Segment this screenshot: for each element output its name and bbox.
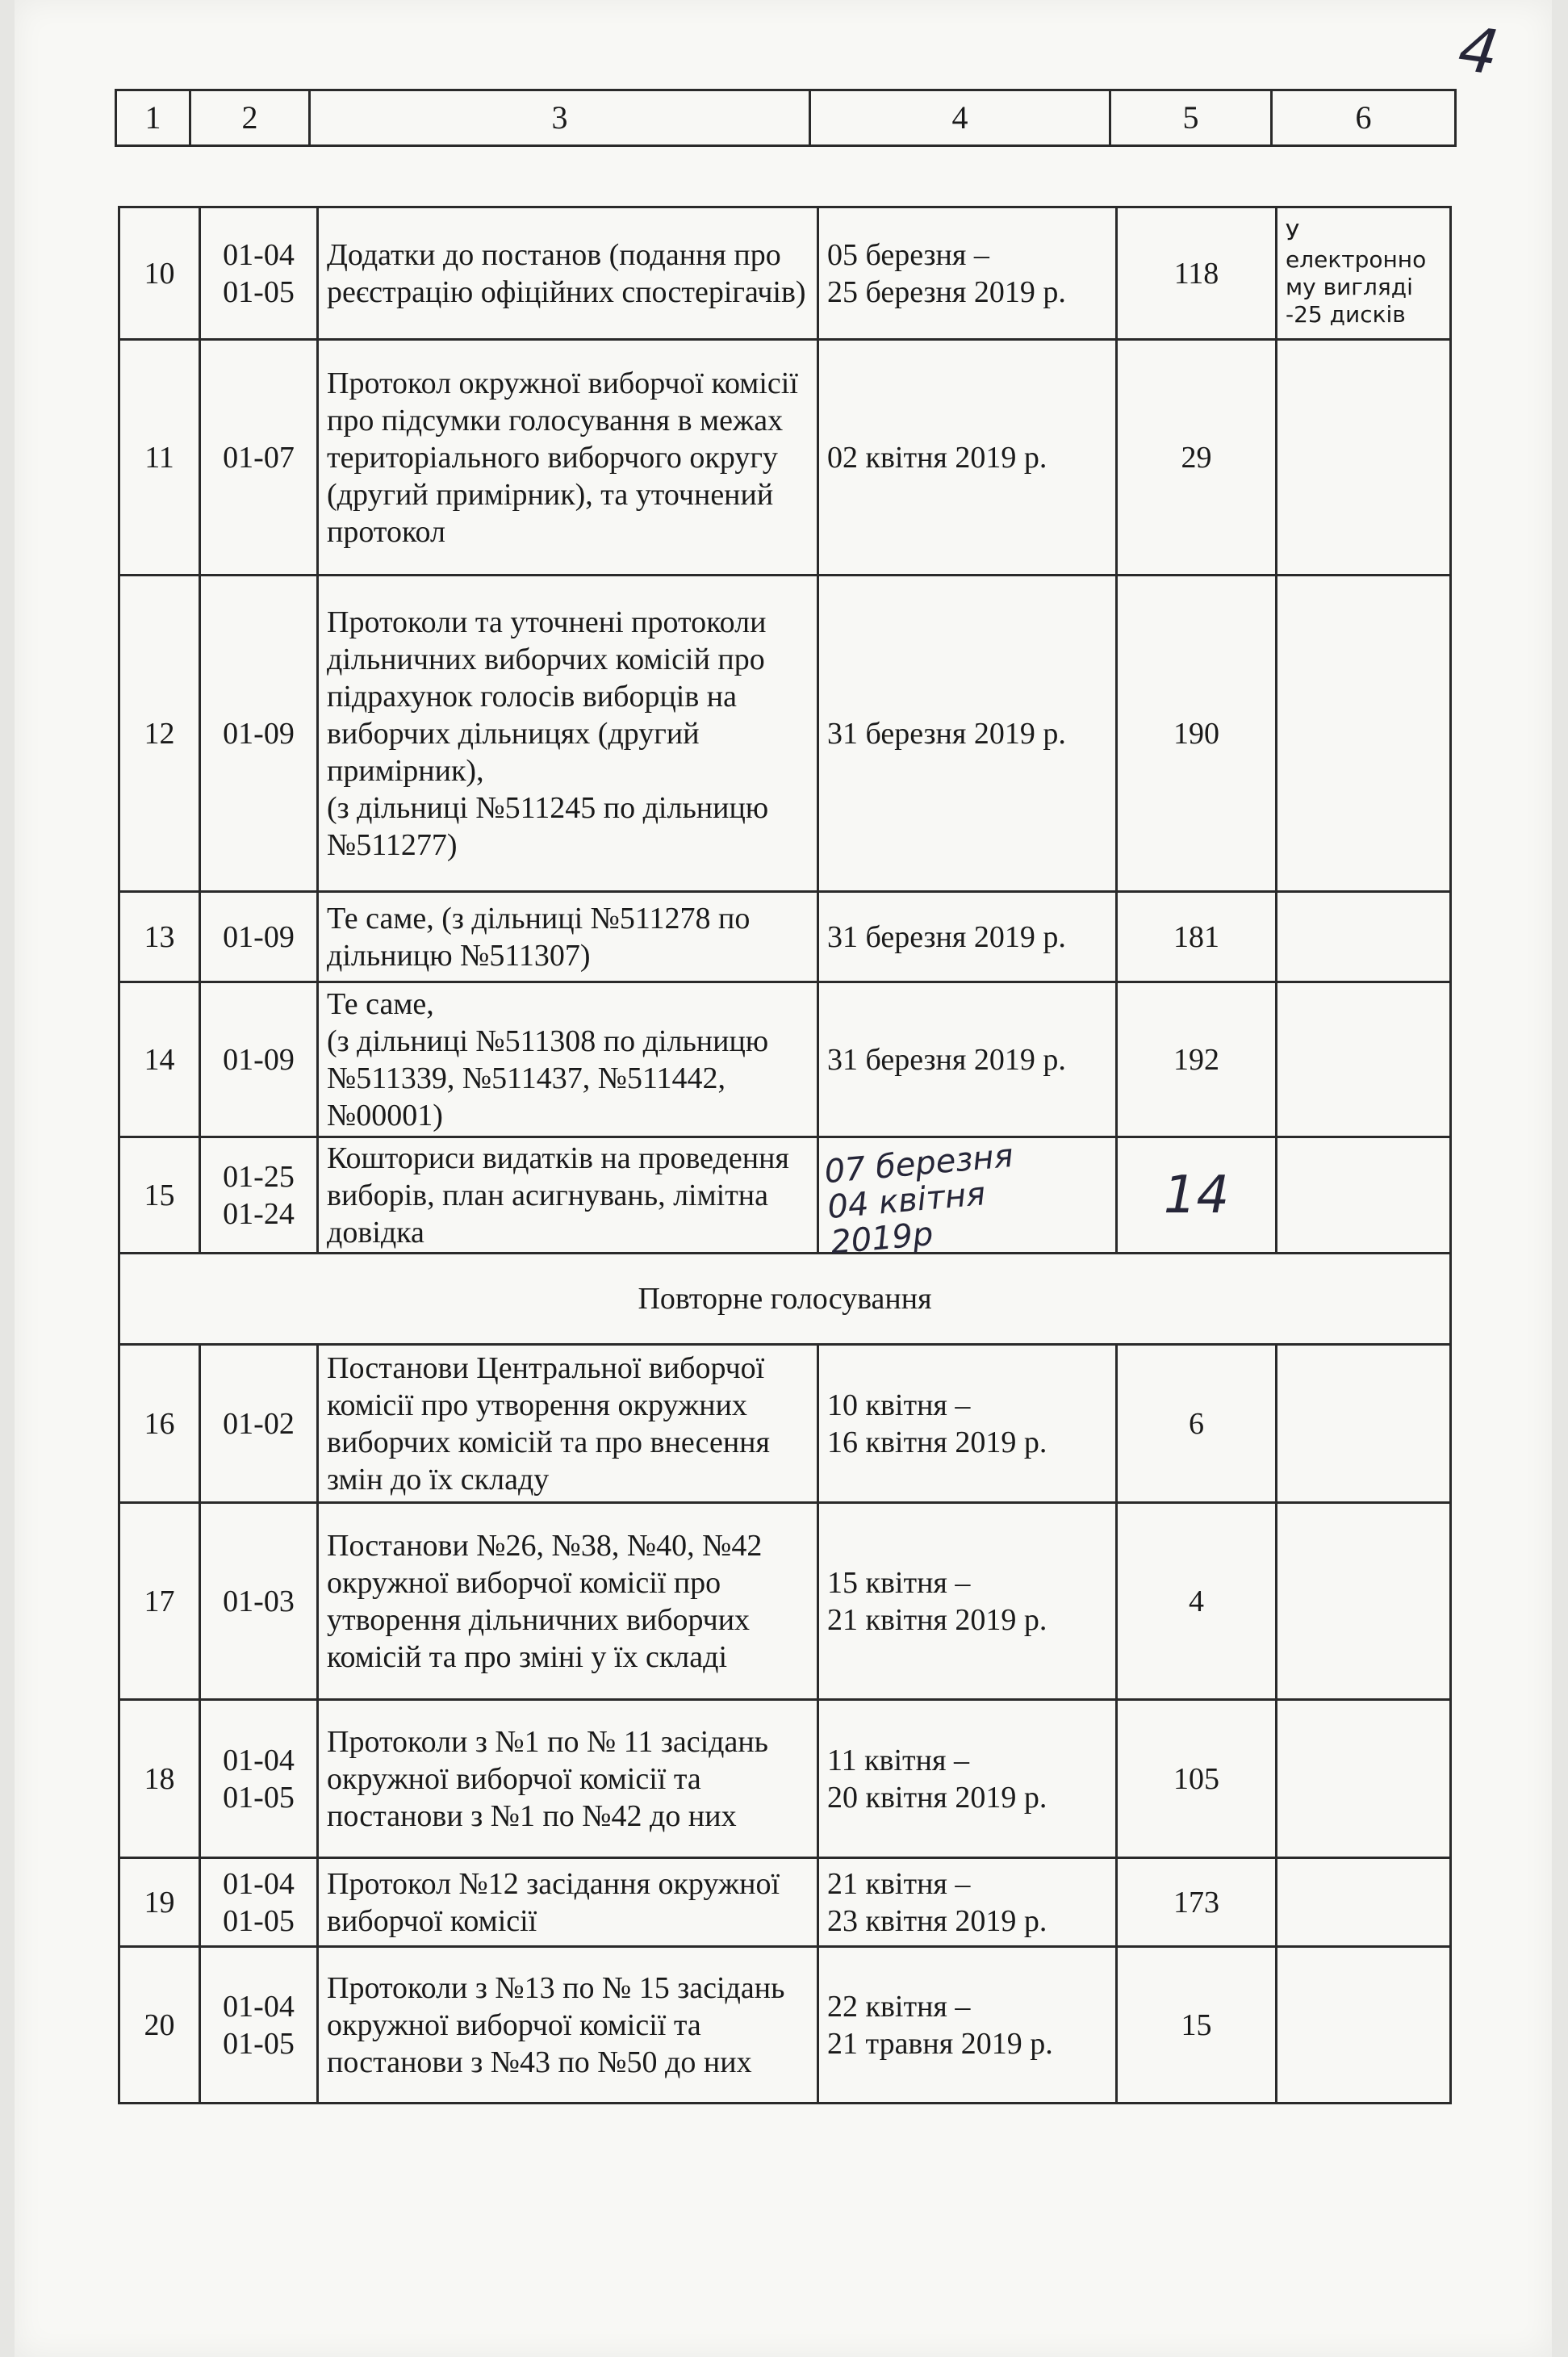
index-text: 01-04 01-05: [223, 1989, 295, 2061]
row-count: 15: [1117, 1947, 1277, 2104]
row-dates: [818, 207, 1117, 340]
row-title: [318, 576, 818, 892]
row-title: Кошториси видатків на проведення виборів, план асигнувань, лімітна довідка: [318, 1137, 818, 1254]
table-row: [119, 1947, 1451, 2104]
table-row: [119, 1345, 1451, 1503]
row-index: 01-03: [200, 1503, 318, 1700]
row-count: 190: [1117, 576, 1277, 892]
row-dates: [818, 1503, 1117, 1700]
row-count: [1117, 1137, 1277, 1254]
row-title: Постанови №26, №38, №40, №42 окружної виборчої комісії про утворення дільничних виборчих комісій та про зміні у їх складі: [318, 1503, 818, 1700]
row-number: 12: [119, 576, 200, 892]
table-row: [119, 340, 1451, 576]
row-note: [1277, 982, 1451, 1137]
row-note: [1277, 1858, 1451, 1947]
row-index: 01-09: [200, 576, 318, 892]
dates-text: 15 квітня – 21 квітня 2019 р.: [827, 1565, 1047, 1637]
table-row: [119, 1700, 1451, 1858]
row-dates: 31 березня 2019 р.: [818, 982, 1117, 1137]
column-number-header: [115, 89, 1457, 147]
column-number: 2: [190, 90, 310, 146]
row-count: 192: [1117, 982, 1277, 1137]
row-number: 15: [119, 1137, 200, 1254]
row-note: [1277, 1503, 1451, 1700]
row-dates: [818, 1137, 1117, 1262]
records-table: [118, 206, 1452, 2104]
row-index: [200, 1858, 318, 1947]
row-note: [1277, 1345, 1451, 1503]
dates-text: 22 квітня – 21 травня 2019 р.: [827, 1989, 1053, 2061]
row-count: 173: [1117, 1858, 1277, 1947]
row-number: 14: [119, 982, 200, 1137]
row-note: [1277, 1700, 1451, 1858]
row-index: 01-09: [200, 982, 318, 1137]
table-row: [119, 892, 1451, 982]
row-index: [200, 1947, 318, 2104]
dates-text: 10 квітня – 16 квітня 2019 р.: [827, 1388, 1047, 1459]
table-row: [119, 982, 1451, 1137]
row-dates: [818, 1345, 1117, 1503]
row-index: 01-02: [200, 1345, 318, 1503]
row-dates: [818, 1947, 1117, 2104]
column-number-row: [116, 90, 1456, 146]
column-number: 5: [1110, 90, 1272, 146]
handwritten-count: 14: [1163, 1165, 1230, 1225]
column-number: 6: [1272, 90, 1456, 146]
row-index: [200, 207, 318, 340]
row-title: Постанови Центральної виборчої комісії про утворення окружних виборчих комісій та про внесення змін до їх складу: [318, 1345, 818, 1503]
title-text: Те саме, (з дільниці №511308 по дільницю №511339, №511437, №511442, №00001): [327, 986, 769, 1132]
row-number: 19: [119, 1858, 200, 1947]
section-header-row: [119, 1254, 1451, 1345]
row-number: 11: [119, 340, 200, 576]
row-index: 01-07: [200, 340, 318, 576]
row-index: [200, 1700, 318, 1858]
table-row: [119, 1503, 1451, 1700]
page-number: 4: [1454, 12, 1503, 89]
row-dates: 31 березня 2019 р.: [818, 576, 1117, 892]
row-title: Додатки до постанов (подання про реєстрацію офіційних спостерігачів): [318, 207, 818, 340]
row-note: [1277, 1947, 1451, 2104]
table-row: [119, 207, 1451, 340]
section-title: Повторне голосування: [119, 1254, 1451, 1345]
row-number: 18: [119, 1700, 200, 1858]
row-note: [1277, 892, 1451, 982]
row-dates: 31 березня 2019 р.: [818, 892, 1117, 982]
index-text: 01-25 01-24: [223, 1159, 295, 1231]
index-text: 01-04 01-05: [223, 237, 295, 309]
dates-text: 11 квітня – 20 квітня 2019 р.: [827, 1743, 1047, 1815]
row-title: Протокол №12 засідання окружної виборчої комісії: [318, 1858, 818, 1947]
row-index: [200, 1137, 318, 1254]
dates-text: 05 березня – 25 березня 2019 р.: [827, 237, 1066, 309]
row-count: 4: [1117, 1503, 1277, 1700]
row-title: Те саме, (з дільниці №511278 по дільницю №511307): [318, 892, 818, 982]
table-row: [119, 1137, 1451, 1254]
row-note: [1277, 576, 1451, 892]
row-number: 13: [119, 892, 200, 982]
row-title: Протоколи з №1 по № 11 засідань окружної виборчої комісії та постанови з №1 по №42 до них: [318, 1700, 818, 1858]
column-number: 1: [116, 90, 190, 146]
dates-text: 21 квітня – 23 квітня 2019 р.: [827, 1866, 1047, 1938]
row-number: 17: [119, 1503, 200, 1700]
row-title: [318, 982, 818, 1137]
row-index: 01-09: [200, 892, 318, 982]
handwritten-dates: 07 березня 04 квітня 2019р: [822, 1137, 1015, 1262]
row-note: [1277, 340, 1451, 576]
row-title: Протокол окружної виборчої комісії про підсумки голосування в межах територіального виборчого округу (другий примірник), та уточнений протокол: [318, 340, 818, 576]
table-row: [119, 576, 1451, 892]
row-note: [1277, 1137, 1451, 1254]
column-number: 4: [810, 90, 1110, 146]
index-text: 01-04 01-05: [223, 1743, 295, 1815]
row-count: 118: [1117, 207, 1277, 340]
row-count: 181: [1117, 892, 1277, 982]
row-number: 10: [119, 207, 200, 340]
row-count: 29: [1117, 340, 1277, 576]
row-count: 105: [1117, 1700, 1277, 1858]
row-dates: 02 квітня 2019 р.: [818, 340, 1117, 576]
row-title: Протоколи з №13 по № 15 засідань окружної виборчої комісії та постанови з №43 по №50 до них: [318, 1947, 818, 2104]
row-count: 6: [1117, 1345, 1277, 1503]
column-number: 3: [310, 90, 810, 146]
table-row: [119, 1858, 1451, 1947]
title-text: Протоколи та уточнені протоколи дільничних виборчих комісій про підрахунок голосів виборців на виборчих дільницях (другий примірник), (з дільниці №511245 по дільницю №511277): [327, 605, 769, 862]
row-number: 16: [119, 1345, 200, 1503]
row-number: 20: [119, 1947, 200, 2104]
index-text: 01-04 01-05: [223, 1866, 295, 1938]
row-dates: [818, 1700, 1117, 1858]
row-note: У електронно му вигляді -25 дисків: [1277, 207, 1451, 340]
row-dates: [818, 1858, 1117, 1947]
